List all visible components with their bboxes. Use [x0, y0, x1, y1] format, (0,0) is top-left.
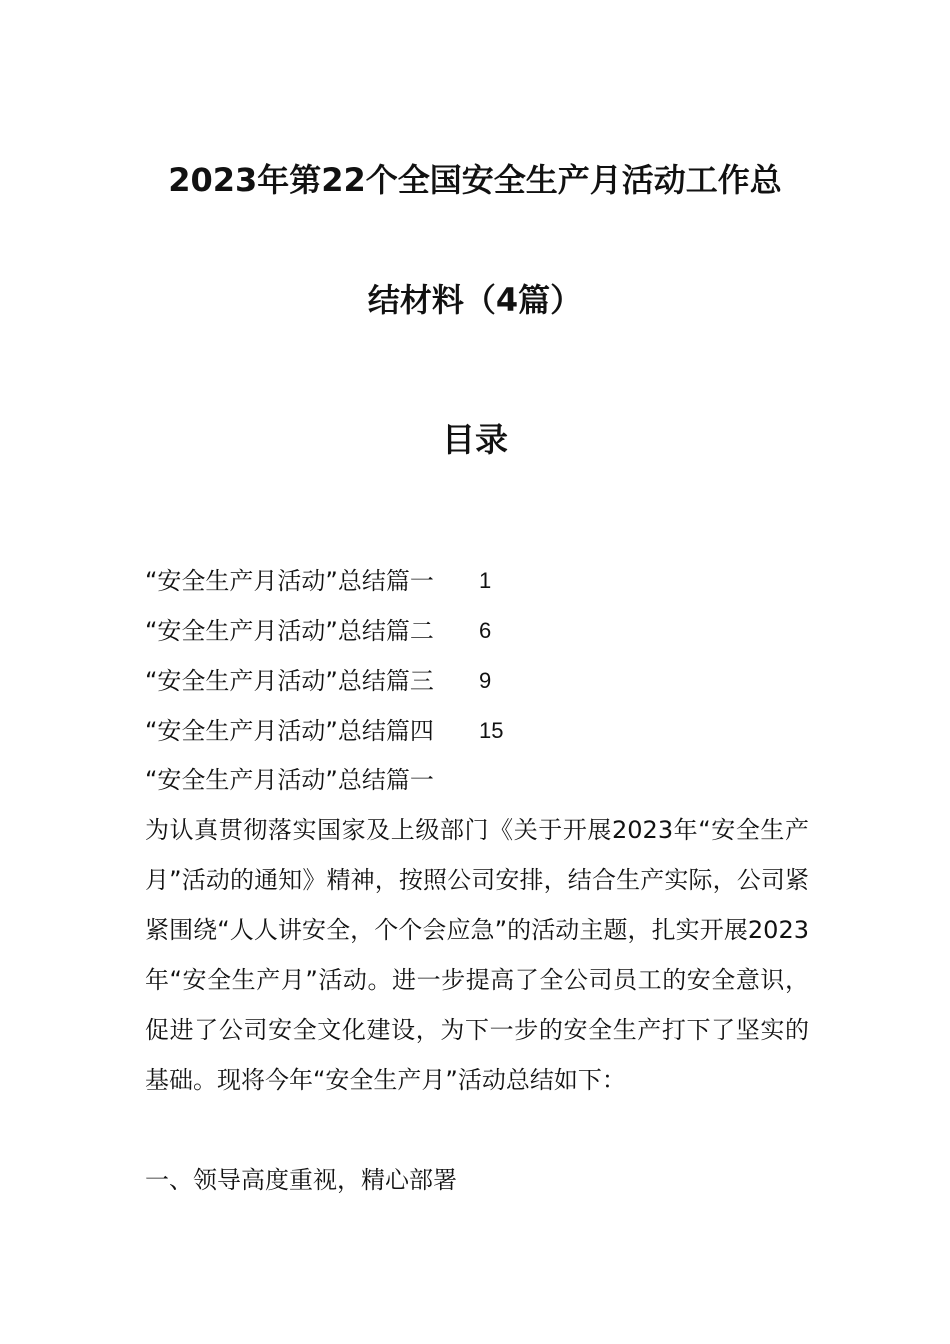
toc-entry[interactable]	[145, 560, 805, 610]
toc-entry[interactable]	[145, 660, 805, 710]
section-title: “安全生产月活动”总结篇一	[145, 766, 434, 794]
intro-paragraph: 为认真贯彻落实国家及上级部门《关于开展2023年“安全生产月”活动的通知》精神，按照公司安排，结合生产实际，公司紧紧围绕“人人讲安全，个个会应急”的活动主题，扎实开展2023年“安全生产月”活动。进一步提高了全公司员工的安全意识，促进了公司安全文化建设，为下一步的安全生产打下了坚实的基础。现将今年“安全生产月”活动总结如下：	[145, 816, 809, 1094]
subsection-heading: 一、领导高度重视，精心部署	[145, 1166, 457, 1194]
document-title-line-2: 结材料（4篇）	[367, 281, 583, 319]
toc-entry-page: 15	[479, 718, 504, 743]
toc-entry-page: 1	[479, 568, 492, 593]
toc-entry[interactable]	[145, 610, 805, 660]
toc-entry[interactable]	[145, 710, 805, 760]
toc-heading: 目录	[442, 420, 508, 459]
toc-entry-title: “安全生产月活动”总结篇四	[145, 717, 434, 745]
document-title-line-1: 2023年第22个全国安全生产月活动工作总	[168, 161, 782, 199]
toc-entry-page: 9	[479, 668, 492, 693]
toc-entry-title: “安全生产月活动”总结篇二	[145, 617, 434, 645]
table-of-contents	[145, 560, 805, 760]
toc-entry-title: “安全生产月活动”总结篇三	[145, 667, 434, 695]
toc-entry-title: “安全生产月活动”总结篇一	[145, 567, 434, 595]
toc-entry-page: 6	[479, 618, 492, 643]
